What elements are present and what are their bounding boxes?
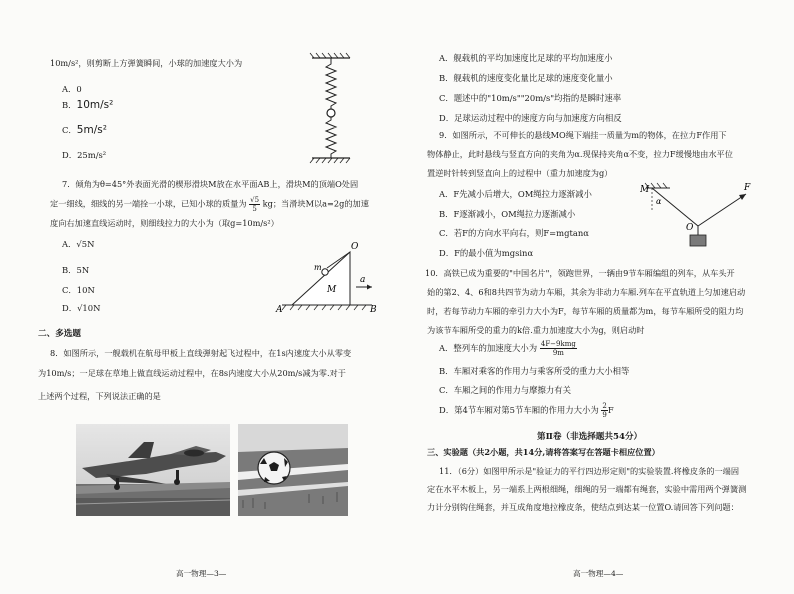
q10-line4: 为该节车厢所受的重力的k倍.重力加速度大小为g，则启动时 [427, 325, 645, 335]
q10-force-fraction: $\frac{2}{9}$ [602, 402, 607, 419]
rope-label-o: O [686, 223, 694, 233]
q10-accel-fraction: $\frac{\text{4F−9kmg}}{9m}$ [540, 340, 576, 357]
q7-mass-fraction: $\frac{√5}{5}$ [250, 196, 260, 213]
q6-option-b: B．10m/s² [62, 99, 114, 111]
soccer-ball-photo [238, 424, 348, 516]
right-page [397, 0, 794, 594]
q6-option-c: C．5m/s² [62, 124, 107, 136]
rope-label-alpha: α [656, 197, 662, 206]
wedge-label-b-point: B [370, 305, 377, 315]
q9-line1: 9．如图所示，不可伸长的悬线MO绳下端挂一质量为m的物体，在拉力F作用下 [439, 130, 727, 140]
q10-line2: 始的第2、4、6和8共四节为动力车厢，其余为非动力车厢.列车在平直轨道上匀加速启动 [427, 287, 746, 297]
section-3-title: 三、实验题（共2小题，共14分,请将答案写在答题卡相应位置） [427, 447, 660, 457]
rope-label-m: M [640, 185, 650, 195]
section-2-title: 二、多选题 [38, 329, 81, 339]
wedge-label-a: a [360, 275, 366, 285]
rope-label-f: F [744, 183, 751, 193]
q9-option-c: C．若F的方向水平向右，则F=mgtanα [439, 228, 589, 238]
q10-option-b: B．车厢对乘客的作用力与乘客所受的重力大小相等 [439, 366, 630, 376]
q7-line3: 度向右加速直线运动时，则细线拉力的大小为（取g=10m/s²） [50, 218, 279, 228]
q11-line1: 11．（6分）如图甲所示是"验证力的平行四边形定则"的实验装置.将橡皮条的一端固 [439, 466, 740, 476]
q8-option-b: B．舰载机的速度变化量比足球的速度变化量小 [439, 73, 613, 83]
q7-option-b: B．5N [62, 265, 90, 275]
right-page-footer: 高一物理—4— [573, 569, 624, 578]
q8-option-a: A．舰载机的平均加速度比足球的平均加速度小 [439, 53, 613, 63]
wedge-figure [272, 242, 382, 320]
q6-tail-text: 10m/s²，则剪断上方弹簧瞬间，小球的加速度大小为 [50, 58, 243, 68]
q11-line2: 定在水平木板上，另一端系上两根细绳，细绳的另一端都有绳套，实验中需用两个弹簧测 [427, 484, 747, 494]
q8-line1: 8．如图所示，一舰载机在航母甲板上直线弹射起飞过程中，在1s内速度大小从零变 [50, 348, 352, 358]
q9-line2: 物体静止，此时悬线与竖直方向的夹角为α.现保持夹角α不变，拉力F缓慢地由水平位 [427, 149, 733, 159]
q10-option-a: A．整列车的加速度大小为 $\frac{\text{4F−9kmg}}{9m}$ [439, 340, 576, 357]
q9-option-b: B．F逐渐减小，OM绳拉力逐渐减小 [439, 209, 576, 219]
q7-option-d: D．√10N [62, 303, 101, 313]
volume-2-title: 第Ⅱ卷（非选择题共54分） [537, 432, 643, 442]
q7-line2: 定一细线，细线的另一端拴一小球，已知小球的质量为 $\frac{√5}{5}$ kg；当滑块M以a=2g的加速 [50, 196, 369, 213]
q8-option-c: C．题述中的"10m/s""20m/s"均指的是瞬时速率 [439, 93, 622, 103]
q6-option-d: D．25m/s² [62, 150, 107, 160]
q6-option-a: A．0 [62, 84, 82, 94]
q7-line1: 7．倾角为θ=45°外表面光滑的楔形滑块M放在水平面AB上，滑块M的顶端O处固 [62, 179, 359, 189]
rope-force-figure [640, 180, 768, 252]
wedge-label-m: m [314, 263, 322, 272]
wedge-label-a-point: A [276, 305, 283, 315]
fighter-jet-photo [76, 424, 230, 516]
left-page-footer: 高一物理—3— [176, 569, 227, 578]
wedge-label-big-m: M [327, 285, 337, 295]
q8-line2: 为10m/s；一足球在草地上做直线运动过程中，在8s内速度大小从20m/s减为零.对于 [38, 368, 346, 378]
q8-line3: 上述两个过程，下列说法正确的是 [38, 391, 161, 401]
q7-option-a: A．√5N [62, 239, 95, 249]
q7-option-c: C．10N [62, 285, 95, 295]
q9-line3: 置逆时针转到竖直向上的过程中（重力加速度为g） [427, 168, 613, 178]
q10-option-d: D．第4节车厢对第5节车厢的作用力大小为 $\frac{2}{9}$ F [439, 402, 614, 419]
q11-line3: 力计分别钩住绳套，并互成角度地拉橡皮条，使结点到达某一位置O.请回答下列问题： [427, 502, 739, 512]
q10-line1: 10．高铁已成为重要的"中国名片"，领跑世界，一辆由9节车厢编组的列车，从车头开 [425, 268, 735, 278]
q9-option-a: A．F先减小后增大，OM绳拉力逐渐减小 [439, 189, 592, 199]
wedge-label-o: O [351, 242, 359, 252]
spring-ball-figure [306, 52, 356, 170]
q10-option-c: C．车厢之间的作用力与摩擦力有关 [439, 385, 572, 395]
q10-line3: 时，若每节动力车厢的牵引力大小为F，每节车厢的质量都为m，每节车厢所受的阻力均 [427, 306, 744, 316]
q8-option-d: D．足球运动过程中的速度方向与加速度方向相反 [439, 113, 622, 123]
q9-option-d: D．F的最小值为mgsinα [439, 248, 534, 258]
